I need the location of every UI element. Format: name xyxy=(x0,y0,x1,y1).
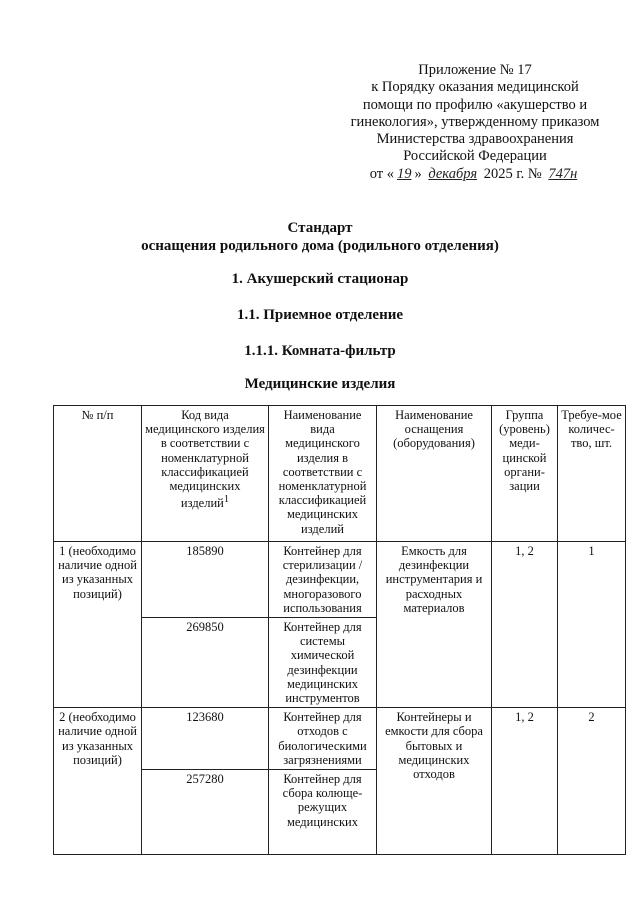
date-prefix: от « xyxy=(369,165,394,182)
equipment-name: Емкость для дезинфекции инструментария и расходных материалов xyxy=(377,542,492,708)
order-year: 2025 xyxy=(483,165,513,182)
standard-title: Стандарт xyxy=(287,220,353,236)
row-number: 2 (необходимо наличие одной из указанных позиций) xyxy=(54,708,142,855)
subsubsection-heading: 1.1.1. Комната-фильтр xyxy=(244,343,396,359)
year-suffix: г. № xyxy=(516,165,542,182)
appendix-line: к Порядку оказания медицинской xyxy=(371,79,579,96)
equipment-table xyxy=(53,405,626,855)
section-heading: 1. Акушерский стационар xyxy=(231,271,409,287)
org-group: 1, 2 xyxy=(492,708,558,855)
footnote-mark: 1 xyxy=(223,494,230,506)
appendix-line: Приложение № 17 xyxy=(418,62,532,78)
org-group: 1, 2 xyxy=(492,542,558,708)
required-quantity: 1 xyxy=(558,542,626,708)
appendix-line: Министерства здравоохранения xyxy=(376,131,574,148)
appendix-block xyxy=(330,62,620,183)
order-day: 19 xyxy=(396,165,412,182)
standard-subtitle: оснащения родильного дома (родильного отделения) xyxy=(141,238,499,254)
subsection-heading: 1.1. Приемное отделение xyxy=(236,307,404,323)
order-month: декабря xyxy=(428,165,478,182)
order-number: 747н xyxy=(548,165,578,182)
header-quantity: Требуе-мое количес-тво, шт. xyxy=(558,406,626,542)
device-name: Контейнер для отходов с биологическими загрязнениями xyxy=(269,708,377,770)
equipment-name: Контейнеры и емкости для сбора бытовых и медицинских отходов xyxy=(377,708,492,855)
table-title: Медицинские изделия xyxy=(244,376,396,392)
header-group: Группа (уровень) меди-цинской органи-зации xyxy=(492,406,558,542)
header-equipment: Наименование оснащения (оборудования) xyxy=(377,406,492,542)
appendix-line: Российской Федерации xyxy=(403,148,547,165)
table-header-row xyxy=(54,406,626,542)
appendix-line: помощи по профилю «акушерство и xyxy=(362,96,588,113)
device-name: Контейнер для системы химической дезинфекции медицинских инструментов xyxy=(269,618,377,708)
device-code: 185890 xyxy=(142,542,269,618)
device-code: 257280 xyxy=(142,770,269,855)
header-code: Код вида медицинского изделия в соответствии с номенклатурной классификацией медицинских изделий$^1$ xyxy=(142,406,269,542)
header-kind-name: Наименование вида медицинского изделия в соответствии с номенклатурной классификацией медицинских изделий xyxy=(269,406,377,542)
required-quantity: 2 xyxy=(558,708,626,855)
table-row xyxy=(54,708,626,770)
device-code: 123680 xyxy=(142,708,269,770)
order-date-line xyxy=(330,166,620,183)
table-row xyxy=(54,542,626,618)
device-name: Контейнер для стерилизации /дезинфекции, многоразового использования xyxy=(269,542,377,618)
device-code: 269850 xyxy=(142,618,269,708)
row-number: 1 (необходимо наличие одной из указанных позиций) xyxy=(54,542,142,708)
quote-close: » xyxy=(414,165,422,182)
device-name: Контейнер для сбора колюще-режущих медицинских xyxy=(269,770,377,855)
appendix-line: гинекология», утвержденному приказом xyxy=(350,113,600,130)
header-number: № п/п xyxy=(54,406,142,542)
